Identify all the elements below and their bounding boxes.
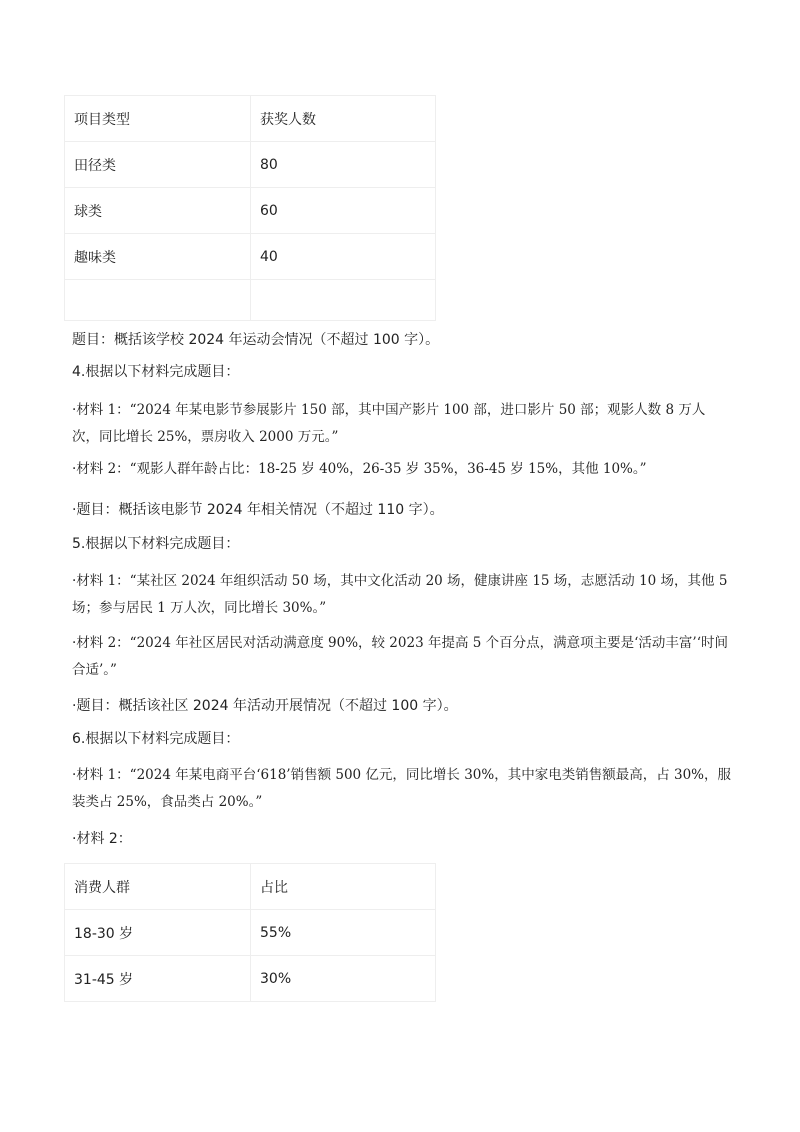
table-cell: 田径类 [65,142,251,188]
table-cell: 18-30 岁 [65,910,251,956]
table-row [65,910,436,956]
table-row-empty [65,280,436,321]
q5-material-2: ·材料 2：“2024 年社区居民对活动满意度 90%，较 2023 年提高 5 个百分点，满意项主要是‘活动丰富’‘时间合适’。” [72,635,729,678]
table-cell: 55% [251,910,436,956]
q4-material-2: ·材料 2：“观影人群年龄占比：18-25 岁 40%，26-35 岁 35%，36-45 岁 15%，其他 10%。” [72,461,647,477]
q4-heading: 4.根据以下材料完成题目： [72,364,240,380]
table-row [65,234,436,280]
q5-task: ·题目：概括该社区 2024 年活动开展情况（不超过 100 字）。 [72,698,458,714]
table-header-cell: 消费人群 [65,864,251,910]
q4-material-1: ·材料 1：“2024 年某电影节参展影片 150 部，其中国产影片 100 部，进口影片 50 部；观影人数 8 万人次，同比增长 25%，票房收入 2000 万元。” [72,402,706,445]
table-cell: 30% [251,956,436,1002]
table-cell: 球类 [65,188,251,234]
q4-task: ·题目：概括该电影节 2024 年相关情况（不超过 110 字）。 [72,502,444,518]
table-row [65,956,436,1002]
q3-task: 题目：概括该学校 2024 年运动会情况（不超过 100 字）。 [72,332,440,348]
table-cell: 31-45 岁 [65,956,251,1002]
q6-heading: 6.根据以下材料完成题目： [72,731,240,747]
q5-material-1: ·材料 1：“某社区 2024 年组织活动 50 场，其中文化活动 20 场，健康讲座 15 场，志愿活动 10 场，其他 5 场；参与居民 1 万人次，同比增长 30%。” [72,573,728,616]
table-header-cell: 项目类型 [65,96,251,142]
q6-material-1: ·材料 1：“2024 年某电商平台‘618’销售额 500 亿元，同比增长 30%，其中家电类销售额最高，占 30%，服装类占 25%，食品类占 20%。” [72,767,732,810]
table-cell: 趣味类 [65,234,251,280]
table-cell: 60 [251,188,436,234]
consumer-table [64,863,436,1002]
table-cell: 80 [251,142,436,188]
table-header-cell: 获奖人数 [251,96,436,142]
table-header-row [65,864,436,910]
table-cell [251,280,436,321]
table-cell [65,280,251,321]
q6-material-2-label: ·材料 2： [72,831,132,847]
table-cell: 40 [251,234,436,280]
award-table [64,95,436,321]
table-row [65,142,436,188]
table-row [65,188,436,234]
table-header-row [65,96,436,142]
table-header-cell: 占比 [251,864,436,910]
q5-heading: 5.根据以下材料完成题目： [72,536,240,552]
